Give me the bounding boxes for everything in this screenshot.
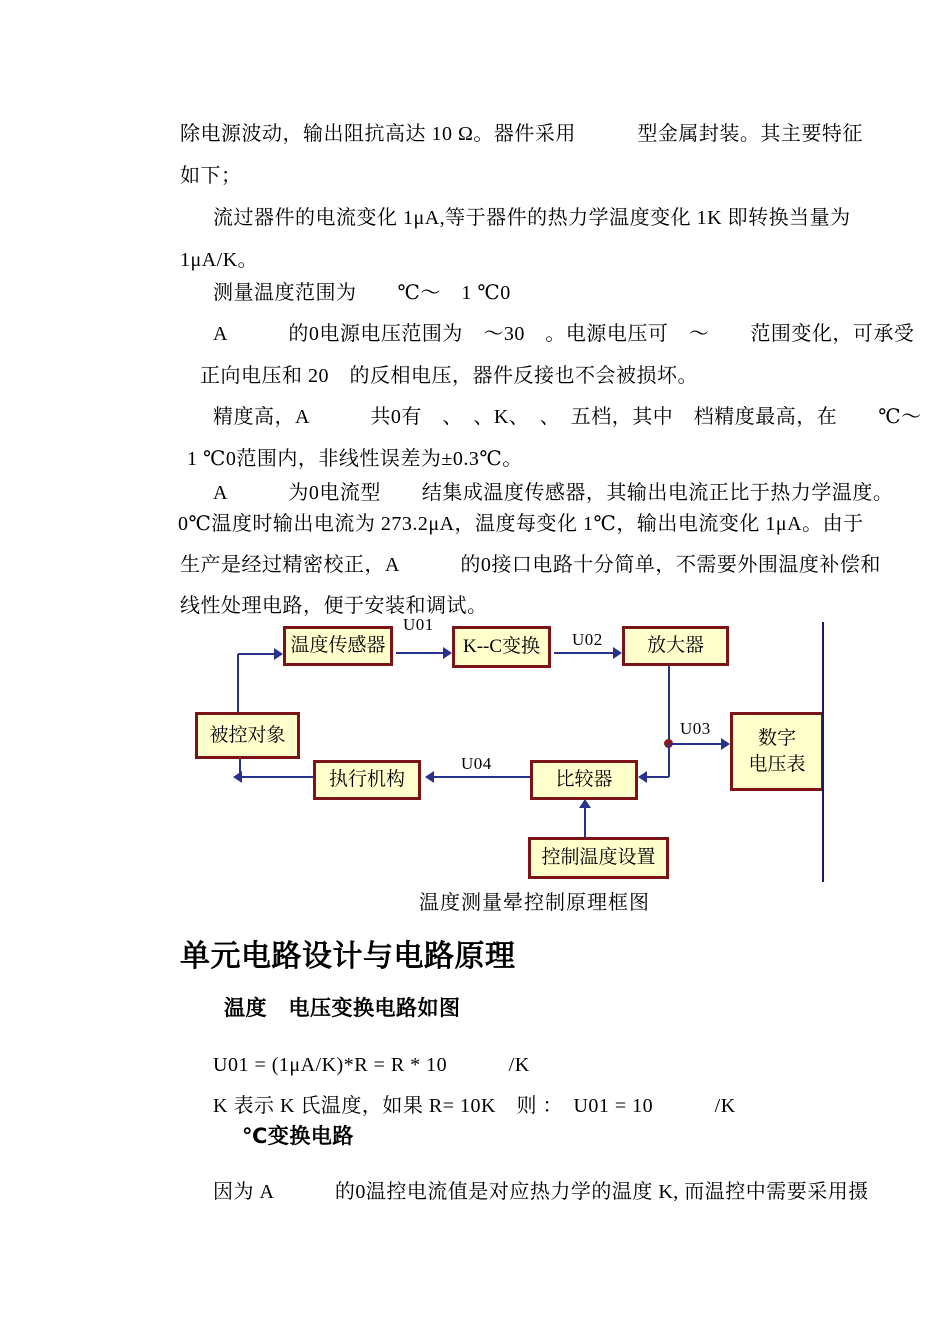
flow-line-actuator-to-object	[242, 776, 313, 778]
body-text-line: 测量温度范围为 ℃～ 1 ℃0	[213, 282, 511, 304]
flow-line-into-comparator	[647, 776, 669, 778]
flow-line-sensor-to-kc	[396, 652, 444, 654]
flow-line-object-to-sensor	[237, 654, 239, 712]
body-text-line: 因为 A 的0温控电流值是对应热力学的温度 K, 而温控中需要采用摄	[213, 1181, 869, 1203]
diagram-box-comparator: 比较器	[530, 760, 638, 800]
body-text-line: 流过器件的电流变化 1μA,等于器件的热力学温度变化 1K 即转换当量为	[213, 207, 851, 229]
signal-label-u01: U01	[403, 615, 434, 634]
flow-line-junction-down	[668, 744, 670, 777]
signal-label-u04: U04	[461, 754, 492, 773]
diagram-box-digital-voltmeter	[730, 712, 824, 791]
flow-line-junction-to-voltmeter	[669, 743, 722, 745]
arrowhead-into-actuator	[425, 771, 434, 783]
body-text-line: 如下；	[180, 165, 242, 187]
body-text-line: 1μA/K。	[180, 249, 259, 271]
diagram-caption: 温度测量晕控制原理框图	[419, 892, 650, 914]
arrowhead-into-comparator-bottom	[579, 799, 591, 808]
figure-right-border-line	[822, 622, 824, 882]
body-text-line: 线性处理电路，便于安装和调试。	[180, 595, 488, 617]
subsection-heading-voltage-conversion: 温度 电压变换电路如图	[224, 997, 461, 1020]
digital-voltmeter-label-line2: 电压表	[748, 753, 806, 775]
body-text-line: 精度高，A 共0有 、 、K、 、 五档，其中 档精度最高，在 ℃～	[213, 406, 922, 428]
body-text-line: 正向电压和 20 的反相电压，器件反接也不会被损坏。	[200, 365, 698, 387]
signal-label-u03: U03	[680, 719, 711, 738]
body-text-line: 生产是经过精密校正，A 的0接口电路十分简单，不需要外围温度补偿和	[180, 554, 881, 576]
body-text-line: 1 ℃0范围内，非线性误差为±0.3℃。	[187, 448, 523, 470]
diagram-box-kc-conversion: K--C变换	[452, 626, 551, 668]
flow-line-comparator-to-actuator	[434, 776, 530, 778]
formula-line-u01: U01 = (1μA/K)*R = R * 10 /K	[213, 1054, 530, 1076]
arrowhead-into-sensor	[274, 648, 283, 660]
diagram-box-temperature-setpoint: 控制温度设置	[528, 837, 669, 879]
arrowhead-into-kc	[443, 647, 452, 659]
subsection-heading-celsius-conversion: ℃变换电路	[242, 1125, 354, 1148]
arrowhead-into-amplifier	[613, 647, 622, 659]
flow-line-object-to-sensor	[238, 653, 278, 655]
body-text-line: A 为0电流型 结集成温度传感器，其输出电流正比于热力学温度。	[213, 482, 894, 504]
signal-label-u02: U02	[572, 630, 603, 649]
diagram-box-controlled-object: 被控对象	[195, 712, 300, 759]
flow-line-kc-to-amplifier	[554, 652, 614, 654]
body-text-line: 0℃温度时输出电流为 273.2μA，温度每变化 1℃，输出电流变化 1μA。由于	[178, 513, 864, 535]
flow-line-setpoint-to-comparator	[584, 806, 586, 838]
flow-line-amplifier-down	[668, 666, 670, 744]
diagram-box-temperature-sensor: 温度传感器	[283, 626, 393, 666]
section-heading: 单元电路设计与电路原理	[180, 940, 516, 973]
body-text-line: 除电源波动，输出阻抗高达 10 Ω。器件采用 型金属封装。其主要特征	[180, 123, 863, 145]
diagram-box-amplifier: 放大器	[622, 626, 729, 666]
arrowhead-into-voltmeter	[721, 738, 730, 750]
body-text-line: A 的0电源电压范围为 ～30 。电源电压可 ～ 范围变化，可承受	[213, 323, 915, 345]
flow-line-object-stub	[239, 759, 241, 777]
formula-line-kelvin: K 表示 K 氏温度，如果 R= 10K 则 ： U01 = 10 /K	[213, 1095, 736, 1117]
arrowhead-into-comparator	[638, 771, 647, 783]
digital-voltmeter-label-line1: 数字	[757, 727, 796, 749]
diagram-box-actuator: 执行机构	[313, 760, 421, 800]
